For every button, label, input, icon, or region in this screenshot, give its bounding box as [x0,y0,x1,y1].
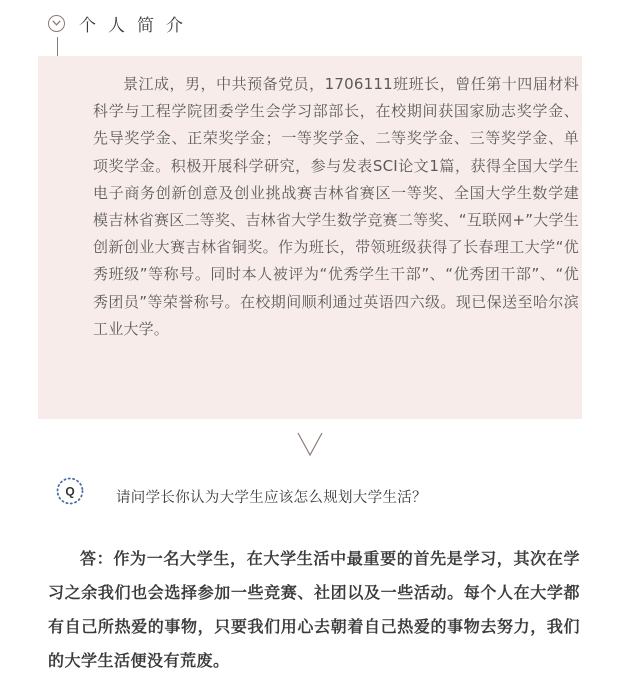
bio-text: 景江成，男，中共预备党员，1706111班班长，曾任第十四届材料科学与工程学院团委学生会学习部部长，在校期间获国家励志奖学金、先导奖学金、正荣奖学金；一等奖学金、二等奖学金、三等奖学金、单项奖学金。积极开展科学研究，参与发表SCI论文1篇，获得全国大学生电子商务创新创意及创业挑战赛吉林省赛区一等奖、全国大学生数学建模吉林省赛区二等奖、吉林省大学生数学竞赛二等奖、“互联网+”大学生创新创业大赛吉林省铜奖。作为班长，带领班级获得了长春理工大学“优秀班级”等称号。同时本人被评为“优秀学生干部”、“优秀团干部”、“优秀团员”等荣誉称号。在校期间顺利通过英语四六级。现已保送至哈尔滨工业大学。 [93,75,579,338]
q-circle-icon [55,476,85,506]
section-title: 个人简介 [79,15,195,36]
bio-box [38,56,582,419]
answer-text: 答：作为一名大学生，在大学生活中最重要的首先是学习，其次在学习之余我们也会选择参加一些竞赛、社团以及一些活动。每个人在大学都有自己所热爱的事物，只要我们用心去朝着自己热爱的事物去努力，我们的大学生活便没有荒废。 [48,549,580,670]
chevron-down-icon [297,432,323,460]
question-text: 请问学长你认为大学生应该怎么规划大学生活？ [116,490,427,506]
svg-text:Q: Q [65,484,75,499]
chevron-down-circle-icon [48,15,65,32]
section-header [48,10,195,36]
